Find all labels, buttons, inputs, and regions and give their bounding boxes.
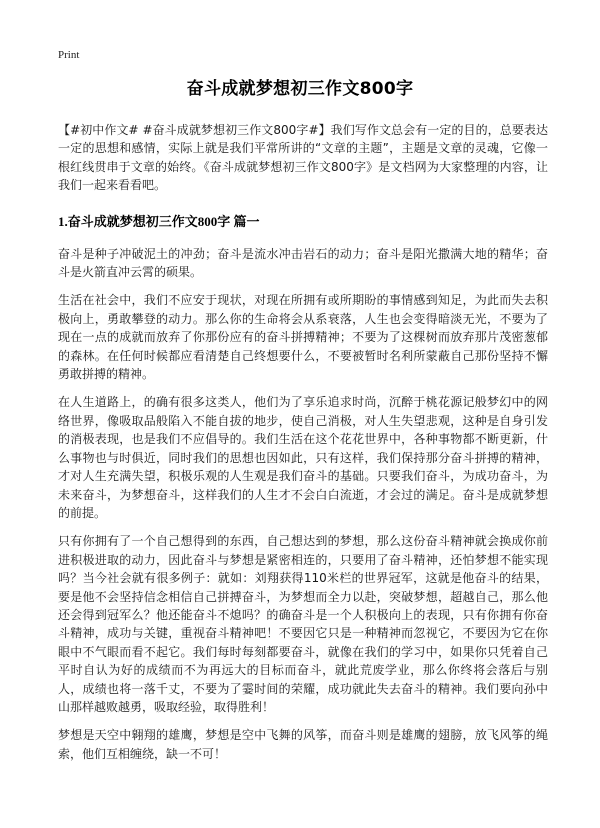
body-paragraph: 梦想是天空中翱翔的雄鹰，梦想是空中飞舞的风筝，而奋斗则是雄鹰的翅膀，放飞风筝的绳索，他们互相缠绕，缺一不可！ xyxy=(58,728,548,761)
page-title: 奋斗成就梦想初三作文800字 xyxy=(186,79,414,99)
section-heading: 1.奋斗成就梦想初三作文800字 篇一 xyxy=(58,213,260,229)
body-paragraph: 奋斗是种子冲破泥土的冲劲；奋斗是流水冲击岩石的动力；奋斗是阳光撒满大地的精华；奋斗是火箭直冲云霄的硕果。 xyxy=(58,246,548,280)
print-label: Print xyxy=(58,49,80,61)
body-paragraph: 生活在社会中，我们不应安于现状，对现在所拥有或所期盼的事情感到知足，为此而失去积极向上，勇敢攀登的动力。那么你的生命将会从系衰落，人生也会变得暗淡无光，不要为了现在一点的成就而放弃了你那份应有的奋斗拼搏精神；不要为了这棵树而放弃那片茂密葱郁的森林。在任何时候都应看清楚自己终想要什么，不要被暂时名利所蒙蔽自己那份坚持不懈勇敢拼搏的精神。 xyxy=(58,293,548,382)
body-paragraph: 只有你拥有了一个自己想得到的东西，自己想达到的梦想，那么这份奋斗精神就会换成你前进积极进取的动力，因此奋斗与梦想是紧密相连的，只要用了奋斗精神，还怕梦想不能实现吗？当今社会就有很多例子：就如：刘翔获得110米栏的世界冠军，这就是他奋斗的结果，要是他不会坚持信念相信自己拼搏奋斗，为梦想而全力以赴，突破梦想，超越自己，那么他还会得到冠军么？他还能奋斗不熄吗？的确奋斗是一个人积极向上的表现，只有你拥有你奋斗精神，成功与关键，重视奋斗精神吧！不要因它只是一种精神而忽视它，不要因为它在你眼中不气眼而看不起它。我们每时每刻都要奋斗，就像在我们的学习中，如果你只凭着自己平时自认为好的成绩而不为再远大的目标而奋斗，就此荒废学业，那么你终将会落后与别人，成绩也将一落千丈，不要为了霎时间的荣耀，成功就此失去奋斗的精神。我们要向孙中山那样越败越勇，吸取经验，取得胜利！ xyxy=(58,534,548,714)
intro-paragraph: 【#初中作文# #奋斗成就梦想初三作文800字#】我们写作文总会有一定的目的，总要表达一定的思想和感情，实际上就是我们平常所讲的“文章的主题”，主题是文章的灵魂，它像一根红线贯串于文章的始终。《奋斗成就梦想初三作文800字》是文档网为大家整理的内容，让我们一起来看看吧。 xyxy=(58,123,548,193)
body-paragraph: 在人生道路上，的确有很多这类人，他们为了享乐追求时尚，沉醉于桃花源记般梦幻中的网络世界，像吸取品般陷入不能自拔的地步，使自己消极，对人生失望悲观，这种是自身引发的消极表现，也是我们不应倡导的。我们生活在这个花花世界中，各种事物都不断更新，什么事物也与时俱近，同时我们的思想也因如此，只有这样，我们保持那分奋斗拼搏的精神，才对人生充满失望，积极乐观的人生观是我们奋斗的基础。只要我们奋斗，为成功奋斗，为未来奋斗，为梦想奋斗，这样我们的人生才不会白白流逝，才会过的满足。奋斗是成就梦想的前提。 xyxy=(58,395,548,520)
article-body xyxy=(58,121,548,773)
